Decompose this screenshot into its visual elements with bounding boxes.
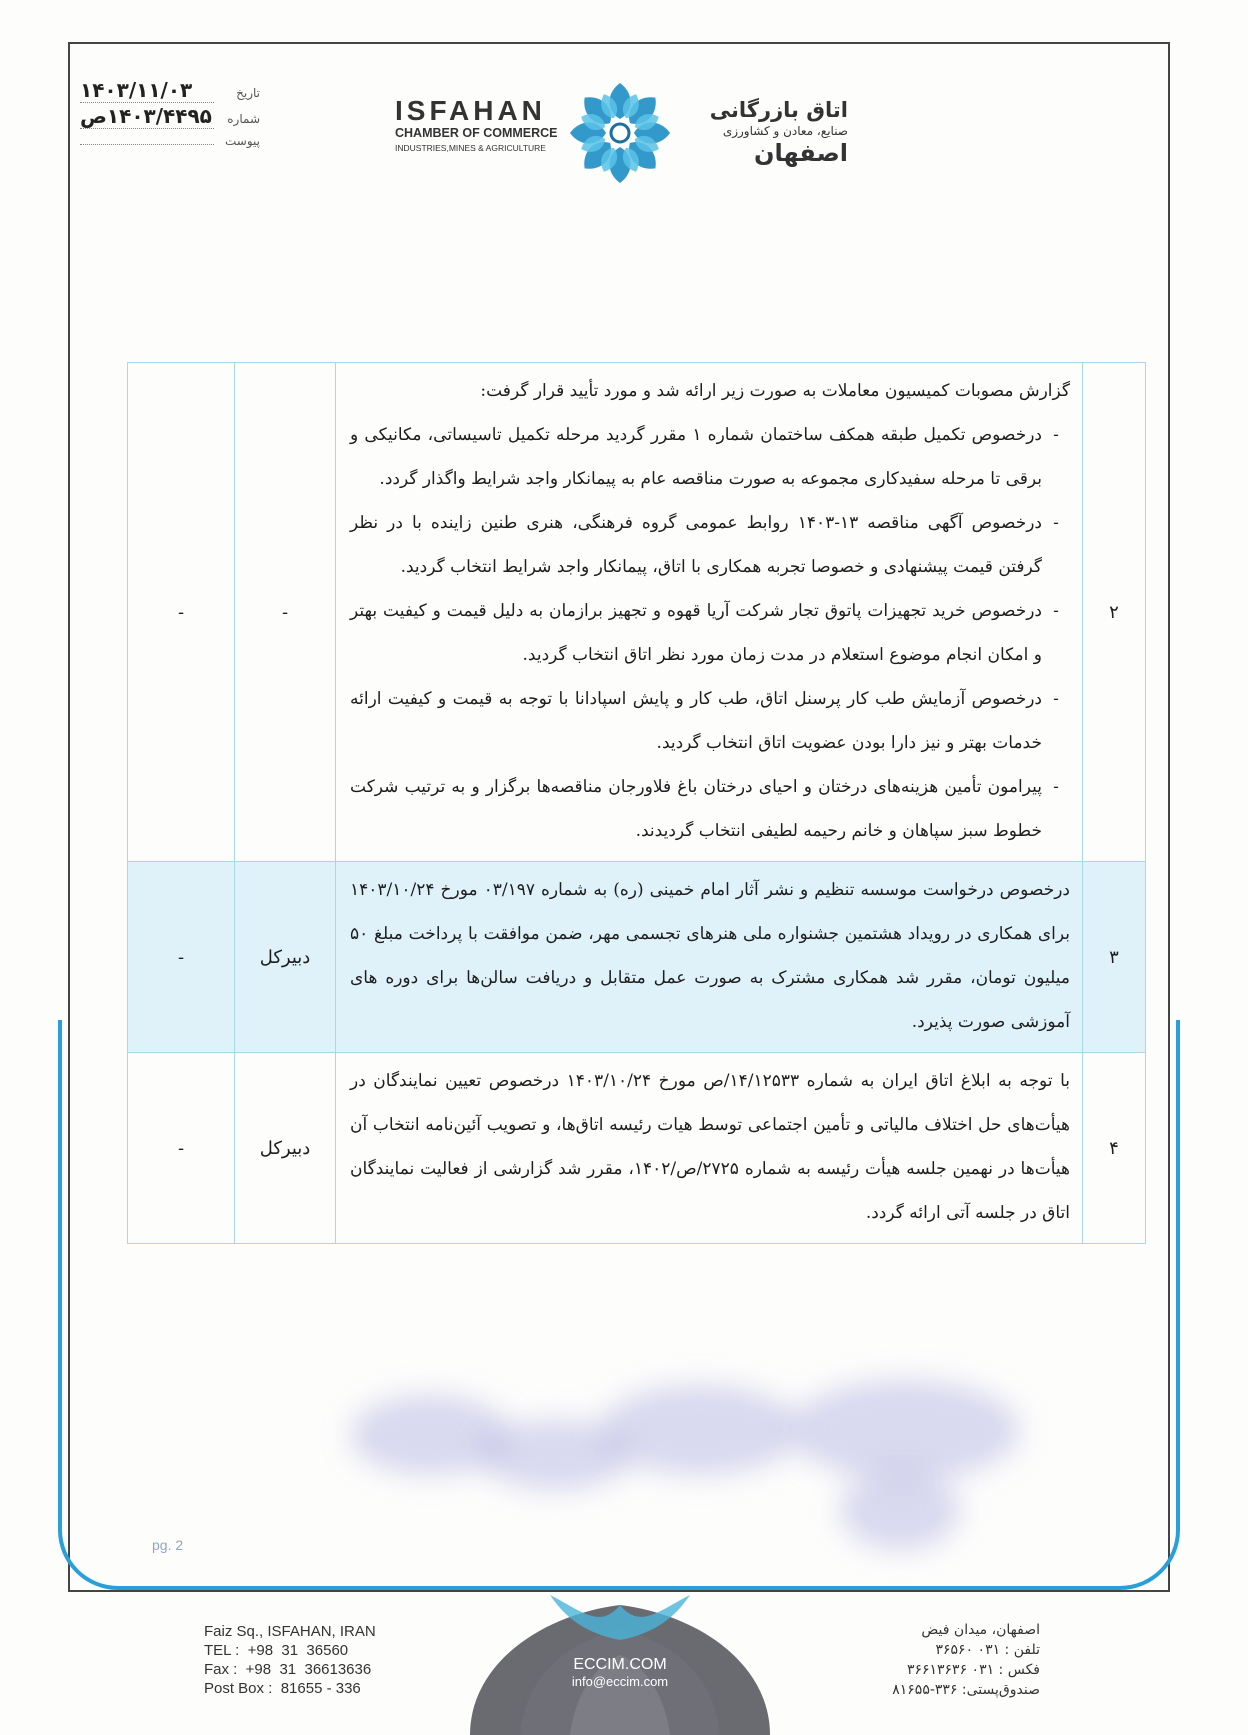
list-bullet: - (1053, 513, 1059, 533)
number-value: ۱۴۰۳/۴۴۹۵ص (80, 104, 214, 129)
row-number: ۳ (1083, 862, 1146, 1053)
logo-en-line3: INDUSTRIES,MINES & AGRICULTURE (395, 143, 546, 153)
chamber-logo-icon (565, 78, 675, 188)
row-responsible: - (235, 363, 336, 862)
number-row (80, 104, 260, 130)
footer-website[interactable]: ECCIM.COM (573, 1656, 667, 1673)
row-number: ۴ (1083, 1053, 1146, 1244)
number-label: شماره (227, 112, 260, 126)
row-number: ۲ (1083, 363, 1146, 862)
attachment-row (80, 130, 260, 156)
logo-en-line2: CHAMBER OF COMMERCE (395, 126, 558, 140)
signature-mark (790, 1380, 1020, 1480)
logo-english-text (395, 96, 565, 155)
table-row (128, 363, 1146, 862)
list-item (350, 589, 1070, 677)
footer-address: Faiz Sq., ISFAHAN, IRAN (204, 1623, 376, 1640)
logo-fa-line2: صنایع، معادن و کشاورزی (722, 124, 848, 138)
list-item-text: درخصوص خرید تجهیزات پاتوق تجار شرکت آریا قهوه و تجهیز برازمان به دلیل قیمت و کیفیت بهتر و امکان انجام موضوع استعلام در مدت زمان مورد نظر اتاق انتخاب گردید. (350, 601, 1042, 665)
logo-persian-text (678, 98, 848, 166)
list-bullet: - (1053, 689, 1059, 709)
footer-fa-address: اصفهان، میدان فیض (921, 1622, 1040, 1638)
date-label: تاریخ (236, 86, 260, 100)
row-text (336, 363, 1083, 862)
row-text: درخصوص درخواست موسسه تنظیم و نشر آثار امام خمینی (ره) به شماره ۰۳/۱۹۷ مورخ ۱۴۰۳/۱۰/۲۴ برای همکاری در رویداد هشتمین جشنواره ملی هنرهای تجسمی مهر، ضمن موافقت با پرداخت مبلغ ۵۰ میلیون تومان، مقرر شد همکاری مشترک به صورت عمل متقابل و دریافت سالن‌ها برای دوره های آموزشی صورت پذیرد. (336, 862, 1083, 1053)
list-item (350, 677, 1070, 765)
list-item (350, 501, 1070, 589)
footer-fa-pobox: صندوق‌پستی: ۳۳۶-۸۱۶۵۵ (892, 1682, 1040, 1698)
attachment-value (80, 130, 214, 145)
logo-en-line1: ISFAHAN (395, 95, 546, 126)
list-item-text: درخصوص آزمایش طب کار پرسنل اتاق، طب کار و پایش اسپادانا با توجه به قیمت و کیفیت ارائه خدمات بهتر و نیز دارا بودن عضویت اتاق انتخاب گردید. (350, 689, 1042, 753)
list-bullet: - (1053, 777, 1059, 797)
row-deadline: - (128, 363, 235, 862)
logo-fa-line3: اصفهان (753, 139, 848, 167)
footer-email[interactable]: info@eccim.com (571, 1674, 669, 1689)
list-item-text: درخصوص آگهی مناقصه ۱۳-۱۴۰۳ روابط عمومی گروه فرهنگی، هنری طنین زاینده با در نظر گرفتن قیمت پیشنهادی و خصوصا تجربه همکاری با اتاق، پیمانکار واجد شرایط انتخاب گردید. (350, 513, 1042, 577)
table-row (128, 1053, 1146, 1244)
row-responsible: دبیرکل (235, 862, 336, 1053)
footer-fax: Fax : +98 31 36613636 (204, 1661, 372, 1678)
list-item (350, 413, 1070, 501)
signature-mark (600, 1385, 800, 1475)
footer-web (540, 1656, 700, 1690)
row-responsible: دبیرکل (235, 1053, 336, 1244)
list-bullet: - (1053, 425, 1059, 445)
row-deadline: - (128, 862, 235, 1053)
attachment-label: پیوست (225, 134, 260, 148)
letter-meta (80, 78, 260, 156)
minutes-table (127, 362, 1146, 1244)
footer-fa-fax: فکس : ۰۳۱ ۳۶۶۱۳۶۳۶ (906, 1662, 1040, 1678)
signature-mark (840, 1470, 960, 1550)
date-row (80, 78, 260, 104)
list-item-text: پیرامون تأمین هزینه‌های درختان و احیای درختان باغ فلاورجان مناقصه‌ها برگزار و به ترتیب شرکت خطوط سبز سپاهان و خانم رحیمه لطیفی انتخاب گردیدند. (350, 777, 1042, 841)
list-item-text: درخصوص تکمیل طبقه همکف ساختمان شماره ۱ مقرر گردید مرحله تکمیل تاسیساتی، مکانیکی و برقی تا مرحله سفیدکاری مجموعه به صورت مناقصه عام به پیمانکار واجد شرایط واگذار گردد. (350, 425, 1042, 489)
row-text: با توجه به ابلاغ اتاق ایران به شماره ۱۴/۱۲۵۳۳/ص مورخ ۱۴۰۳/۱۰/۲۴ درخصوص تعیین نمایندگان در هیأت‌های حل اختلاف مالیاتی و تأمین اجتماعی توسط هیات رئیسه اتاق‌ها، و تصویب آئین‌نامه انتخاب آن هیأت‌ها در نهمین جلسه هیأت رئیسه به شماره ۲۷۲۵/ص/۱۴۰۲، مقرر شد گزارشی از فعالیت نمایندگان اتاق در جلسه آتی ارائه گردد. (336, 1053, 1083, 1244)
page-number: pg. 2 (152, 1537, 184, 1553)
row-deadline: - (128, 1053, 235, 1244)
list-bullet: - (1053, 601, 1059, 621)
footer-persian (850, 1620, 1040, 1700)
footer-fa-tel: تلفن : ۰۳۱ ۳۶۵۶۰ (935, 1642, 1040, 1658)
logo-fa-line1: اتاق بازرگانی (709, 98, 848, 122)
row-intro: گزارش مصوبات کمیسیون معاملات به صورت زیر ارائه شد و مورد تأیید قرار گرفت: (480, 381, 1070, 401)
footer-english (204, 1622, 376, 1698)
list-item (350, 765, 1070, 853)
footer-pobox: Post Box : 81655 - 336 (204, 1680, 361, 1697)
table-row (128, 862, 1146, 1053)
footer-tel: TEL : +98 31 36560 (204, 1642, 349, 1659)
date-value: ۱۴۰۳/۱۱/۰۳ (80, 78, 214, 103)
